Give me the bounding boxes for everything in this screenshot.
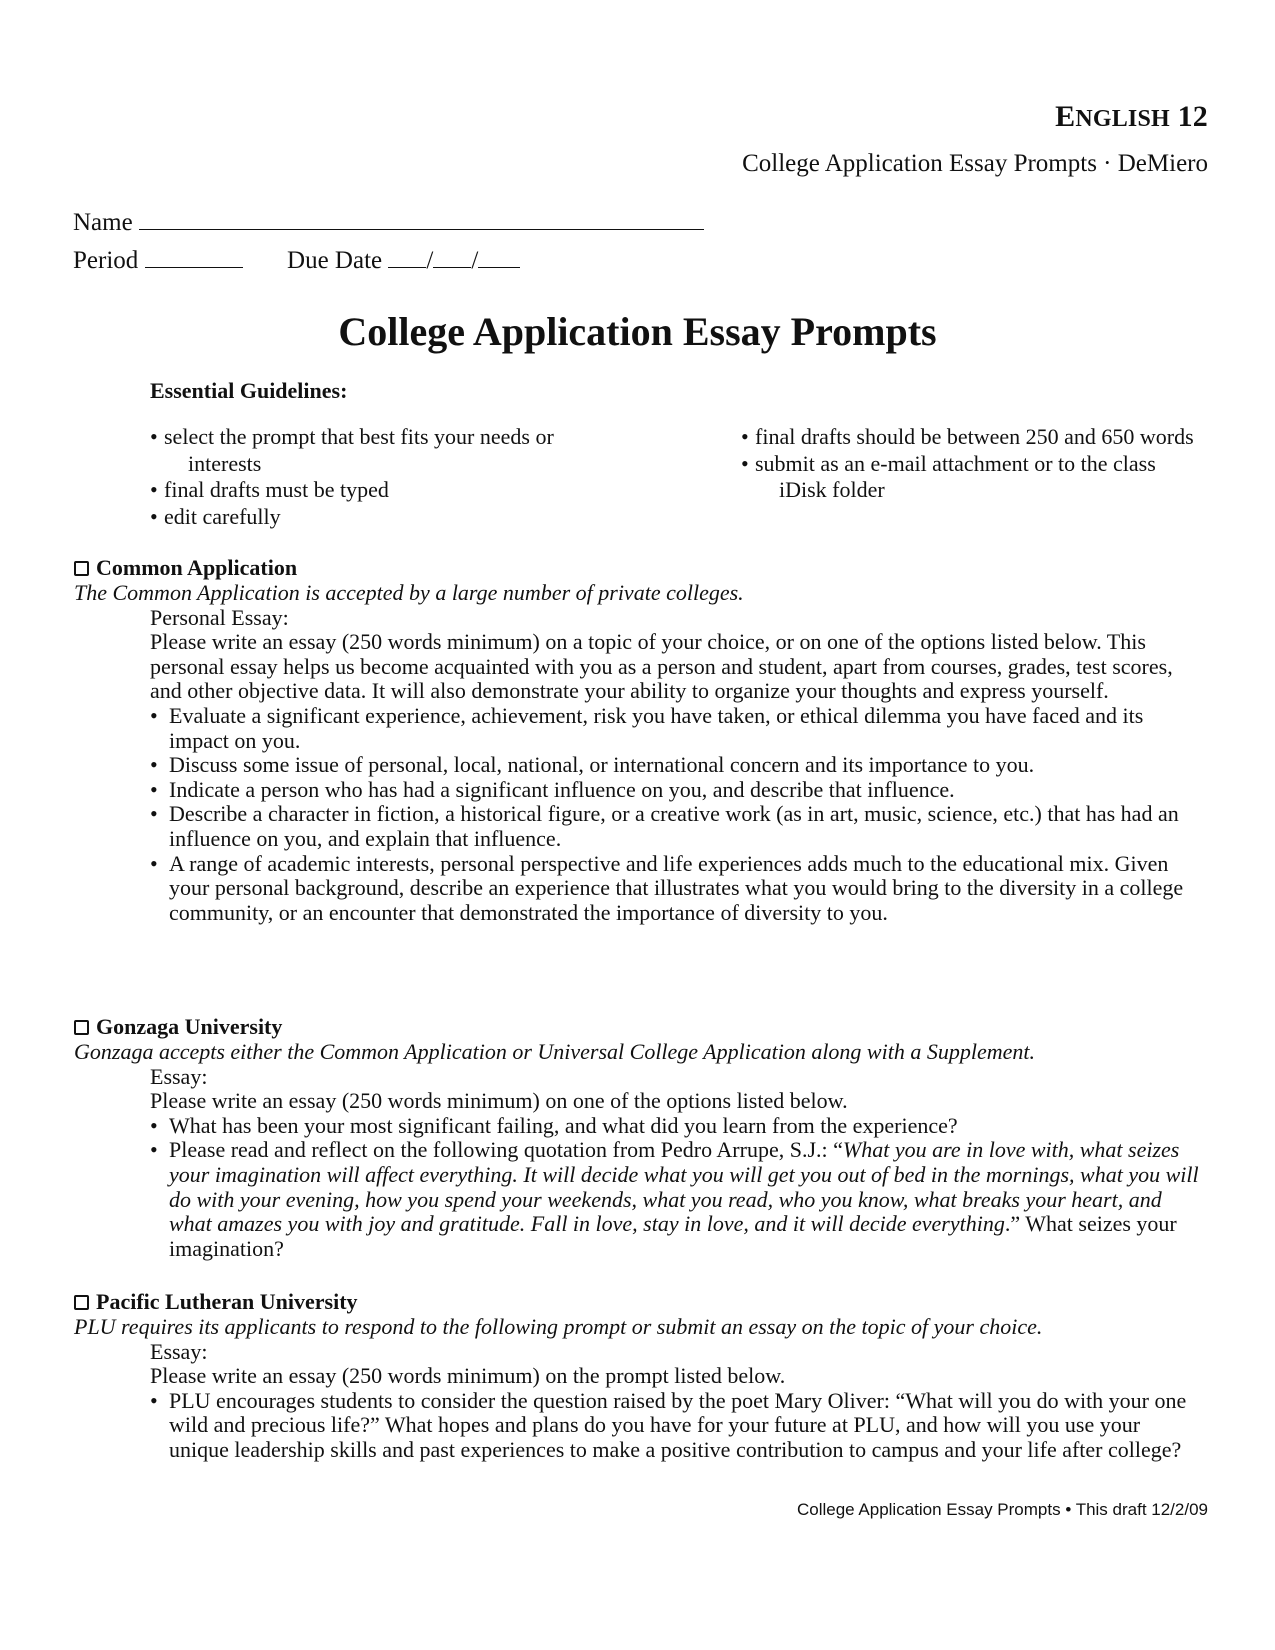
guidelines-right-column — [741, 424, 1201, 504]
section-title: Common Application — [96, 554, 298, 580]
guideline-text: edit carefully — [164, 503, 281, 529]
guideline-item — [150, 477, 590, 504]
bullet-icon: • — [150, 424, 158, 449]
option-item: • Indicate a person who has had a significant influence on you, and describe that influence. — [150, 778, 1204, 803]
option-list — [74, 704, 1204, 925]
option-item-quote — [150, 1138, 1204, 1261]
name-field[interactable] — [139, 207, 704, 230]
option-item: • Describe a character in fiction, a historical figure, or a creative work (as in art, music, science, etc.) that has had an influence on you, and explain that influence. — [150, 802, 1204, 851]
due-date-separator: / — [471, 247, 479, 274]
bullet-icon: • — [150, 503, 158, 529]
header-subtitle: College Application Essay Prompts · DeMiero — [742, 150, 1208, 177]
essay-label: Essay: — [150, 1338, 208, 1364]
checkbox-icon[interactable] — [74, 1020, 89, 1035]
option-list — [74, 1389, 1204, 1463]
section-intro: The Common Application is accepted by a large number of private colleges. — [74, 580, 744, 605]
section-intro: Gonzaga accepts either the Common Application or Universal College Application along with a Supplement. — [74, 1039, 1035, 1064]
checkbox-icon[interactable] — [74, 561, 89, 576]
essay-instruction: Please write an essay (250 words minimum) on a topic of your choice, or on one of the options listed below. This personal essay helps us become acquainted with you as a person and student, apart from courses, grades, test scores, and other objective data. It will also demonstrate your ability to organize your thoughts and express yourself. — [150, 629, 1173, 704]
page-title: College Application Essay Prompts — [338, 309, 937, 354]
name-label: Name — [73, 209, 133, 236]
section-heading — [74, 1289, 1204, 1315]
section-title: Pacific Lutheran University — [96, 1288, 358, 1314]
due-date-label: Due Date — [287, 247, 383, 274]
option-item: • Discuss some issue of personal, local, national, or international concern and its importance to you. — [150, 753, 1204, 778]
guideline-item — [741, 424, 1201, 451]
page-footer: College Application Essay Prompts • This draft 12/2/09 — [796, 1500, 1208, 1519]
guideline-text: final drafts should be between 250 and 650 words — [755, 424, 1194, 449]
essay-label: Personal Essay: — [150, 604, 289, 630]
essay-instruction: Please write an essay (250 words minimum) on one of the options listed below. — [150, 1088, 848, 1114]
option-item: • PLU encourages students to consider the question raised by the poet Mary Oliver: “What will you do with your one wild and precious life?” What hopes and plans do you have for your future at PLU, and how will you use your unique leadership skills and past experiences to make a positive contribution to campus and your life after college? — [150, 1389, 1204, 1463]
quote-lead: Please read and reflect on the following quotation from Pedro Arrupe, S.J.: “ — [169, 1137, 843, 1163]
option-item: • What has been your most significant failing, and what did you learn from the experience? — [150, 1114, 1204, 1139]
due-date-year-field[interactable] — [478, 245, 520, 268]
section-gonzaga-university — [74, 1014, 1204, 1261]
period-field[interactable] — [145, 245, 243, 268]
guideline-text: submit as an e-mail attachment or to the class iDisk folder — [755, 450, 1156, 502]
guideline-item — [150, 504, 590, 531]
guideline-text: select the prompt that best fits your needs or interests — [164, 424, 554, 476]
option-item: • A range of academic interests, personal perspective and life experiences adds much to the educational mix. Given your personal background, describe an experience that illustrates what you would bring to the diversity in a college community, or an encounter that demonstrated the importance of diversity to you. — [150, 852, 1204, 926]
section-heading — [74, 1014, 1204, 1040]
period-label: Period — [73, 247, 139, 274]
option-list — [74, 1114, 1204, 1262]
essay-label: Essay: — [150, 1063, 208, 1089]
course-title-rest: NGLISH — [1075, 106, 1170, 132]
section-common-application — [74, 555, 1204, 925]
quote-tail: .” What seizes your imagination? — [169, 1211, 1177, 1261]
option-item: • Evaluate a significant experience, achievement, risk you have taken, or ethical dilemma you have faced and its impact on you. — [150, 704, 1204, 753]
section-intro: PLU requires its applicants to respond to the following prompt or submit an essay on the topic of your choice. — [74, 1314, 1043, 1339]
course-number: 12 — [1177, 100, 1208, 133]
bullet-icon: • — [150, 477, 158, 502]
guideline-item — [741, 451, 1201, 504]
name-row — [73, 207, 704, 237]
bullet-icon: • — [741, 450, 749, 476]
section-pacific-lutheran-university — [74, 1289, 1204, 1463]
quotation: What you are in love with, what seizes your imagination will affect everything. It will decide what you will get you out of bed in the mornings, what you will do with your evening, how you spend your weekends, what you read, who you know, what breaks your heart, and what amazes you with joy and gratitude. Fall in love, stay in love, and it will decide everything — [169, 1137, 1199, 1237]
guideline-text: final drafts must be typed — [164, 477, 389, 502]
due-date-day-field[interactable] — [433, 245, 471, 268]
guidelines-left-column — [150, 424, 590, 530]
course-title — [1055, 100, 1208, 134]
section-title: Gonzaga University — [96, 1013, 283, 1039]
due-date-separator: / — [426, 247, 434, 274]
section-heading — [74, 555, 1204, 581]
guidelines-heading: Essential Guidelines: — [150, 378, 348, 403]
bullet-icon: • — [741, 424, 749, 449]
guideline-item — [150, 424, 590, 477]
checkbox-icon[interactable] — [74, 1295, 89, 1310]
period-row — [73, 245, 520, 275]
course-title-initial: E — [1055, 100, 1076, 133]
essay-instruction: Please write an essay (250 words minimum) on the prompt listed below. — [150, 1363, 786, 1389]
due-date-month-field[interactable] — [388, 245, 426, 268]
